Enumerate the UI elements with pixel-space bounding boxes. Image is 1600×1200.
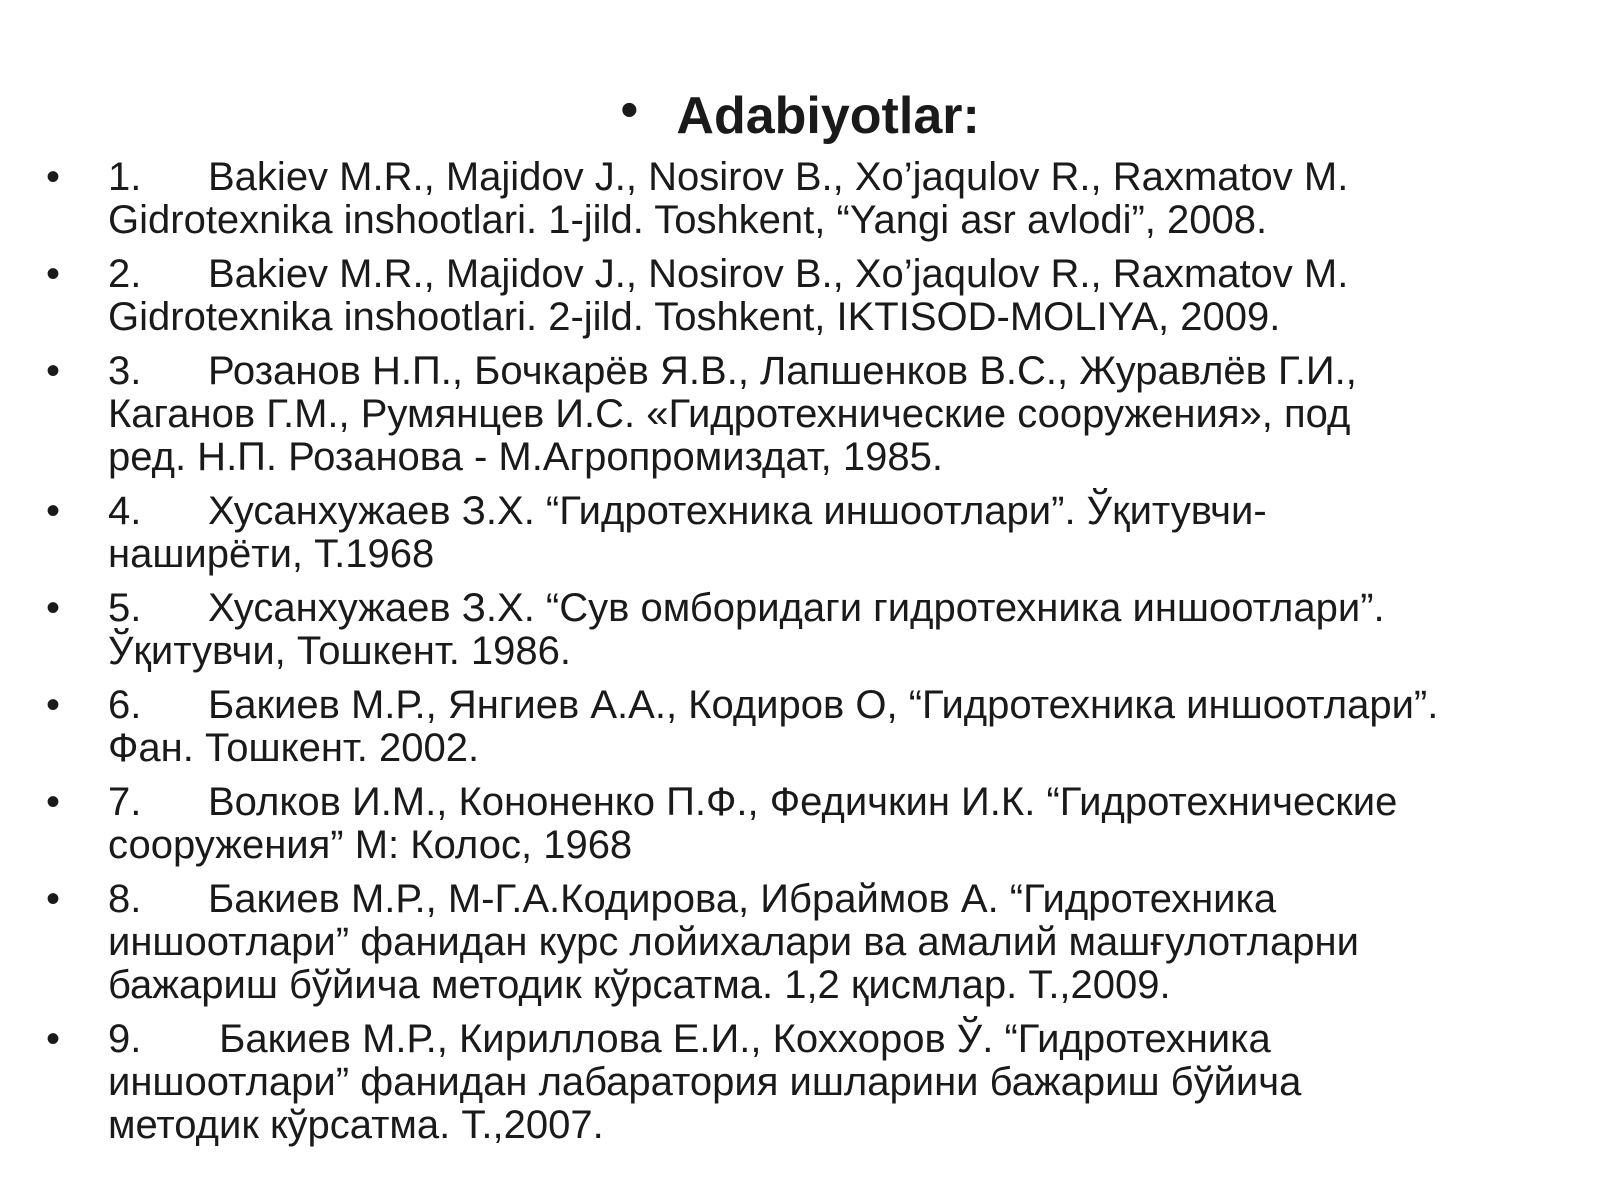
list-bullet: • (46, 877, 61, 921)
list-bullet: • (46, 1017, 61, 1061)
reference-line: иншоотлари” фанидан лабаратория ишларини бажариш бўйича (108, 1060, 1302, 1104)
reference-number: 3. (108, 349, 142, 393)
reference-line: иншоотлари” фанидан курс лойихалари ва амалий машғулотларни (108, 920, 1359, 964)
reference-text: Хусанхужаев З.Х. “Гидротехника иншоотлари”. Ўқитувчи- (208, 489, 1267, 533)
reference-line: бажариш бўйича методик кўрсатма. 1,2 қисмлар. Т.,2009. (108, 963, 1171, 1007)
reference-line: Gidrotexnika inshootlari. 1-jild. Toshkent, “Yangi asr avlodi”, 2008. (108, 198, 1268, 242)
reference-line (108, 156, 1560, 199)
reference-item (0, 490, 1600, 576)
reference-line: Фан. Тошкент. 2002. (108, 726, 480, 770)
list-bullet: • (46, 489, 61, 533)
reference-text: Розанов Н.П., Бочкарёв Я.В., Лапшенков В.С., Журавлёв Г.И., (208, 349, 1357, 393)
reference-line (108, 350, 1560, 393)
title-bullet: • (620, 81, 639, 139)
reference-number: 9. (108, 1017, 142, 1061)
reference-line: Ўқитувчи, Тошкент. 1986. (108, 629, 572, 673)
slide-title: Adabiyotlar: (676, 87, 980, 145)
reference-text: Хусанхужаев З.Х. “Сув омборидаги гидротехника иншоотлари”. (208, 586, 1385, 630)
reference-line: Каганов Г.М., Румянцев И.С. «Гидротехнические сооружения», под (108, 392, 1351, 436)
reference-line: наширёти, Т.1968 (108, 532, 435, 576)
reference-line (108, 684, 1560, 727)
reference-item (0, 253, 1600, 339)
reference-number: 1. (108, 155, 142, 199)
reference-item (0, 684, 1600, 770)
reference-line (108, 1018, 1560, 1061)
reference-item (0, 878, 1600, 1007)
reference-number: 7. (108, 780, 142, 824)
reference-line (108, 587, 1560, 630)
reference-number: 4. (108, 489, 142, 533)
reference-text: Bakiev M.R., Majidov J., Nosirov B., Xo’jaqulov R., Raxmatov M. (208, 252, 1349, 296)
reference-line: Gidrotexnika inshootlari. 2-jild. Toshkent, IKTISOD-MOLIYA, 2009. (108, 295, 1281, 339)
reference-line (108, 781, 1560, 824)
reference-line (108, 490, 1560, 533)
reference-text: Бакиев М.Р., Янгиев А.А., Кодиров О, “Гидротехника иншоотлари”. (208, 683, 1439, 727)
reference-list (0, 156, 1600, 1158)
list-bullet: • (46, 349, 61, 393)
list-bullet: • (46, 155, 61, 199)
reference-item (0, 350, 1600, 479)
reference-item (0, 1018, 1600, 1147)
reference-item (0, 156, 1600, 242)
reference-line: сооружения” М: Колос, 1968 (108, 823, 633, 867)
reference-line: ред. Н.П. Розанова - М.Агропромиздат, 1985. (108, 435, 943, 479)
list-bullet: • (46, 780, 61, 824)
reference-line (108, 878, 1560, 921)
reference-line: методик кўрсатма. Т.,2007. (108, 1103, 604, 1147)
reference-text: Bakiev M.R., Majidov J., Nosirov B., Xo’jaqulov R., Raxmatov M. (208, 155, 1349, 199)
reference-text: Бакиев М.Р., М-Г.А.Кодирова, Ибраймов А. “Гидротехника (208, 877, 1277, 921)
reference-text: Бакиев М.Р., Кириллова Е.И., Кохxоров Ў. “Гидротехника (208, 1017, 1271, 1061)
reference-item (0, 781, 1600, 867)
reference-line (108, 253, 1560, 296)
reference-number: 8. (108, 877, 142, 921)
reference-number: 2. (108, 252, 142, 296)
reference-number: 6. (108, 683, 142, 727)
list-bullet: • (46, 586, 61, 630)
list-bullet: • (46, 252, 61, 296)
list-bullet: • (46, 683, 61, 727)
reference-item (0, 587, 1600, 673)
reference-number: 5. (108, 586, 142, 630)
reference-text: Волков И.М., Кононенко П.Ф., Федичкин И.К. “Гидротехнические (208, 780, 1398, 824)
slide-title-row (0, 81, 1600, 148)
